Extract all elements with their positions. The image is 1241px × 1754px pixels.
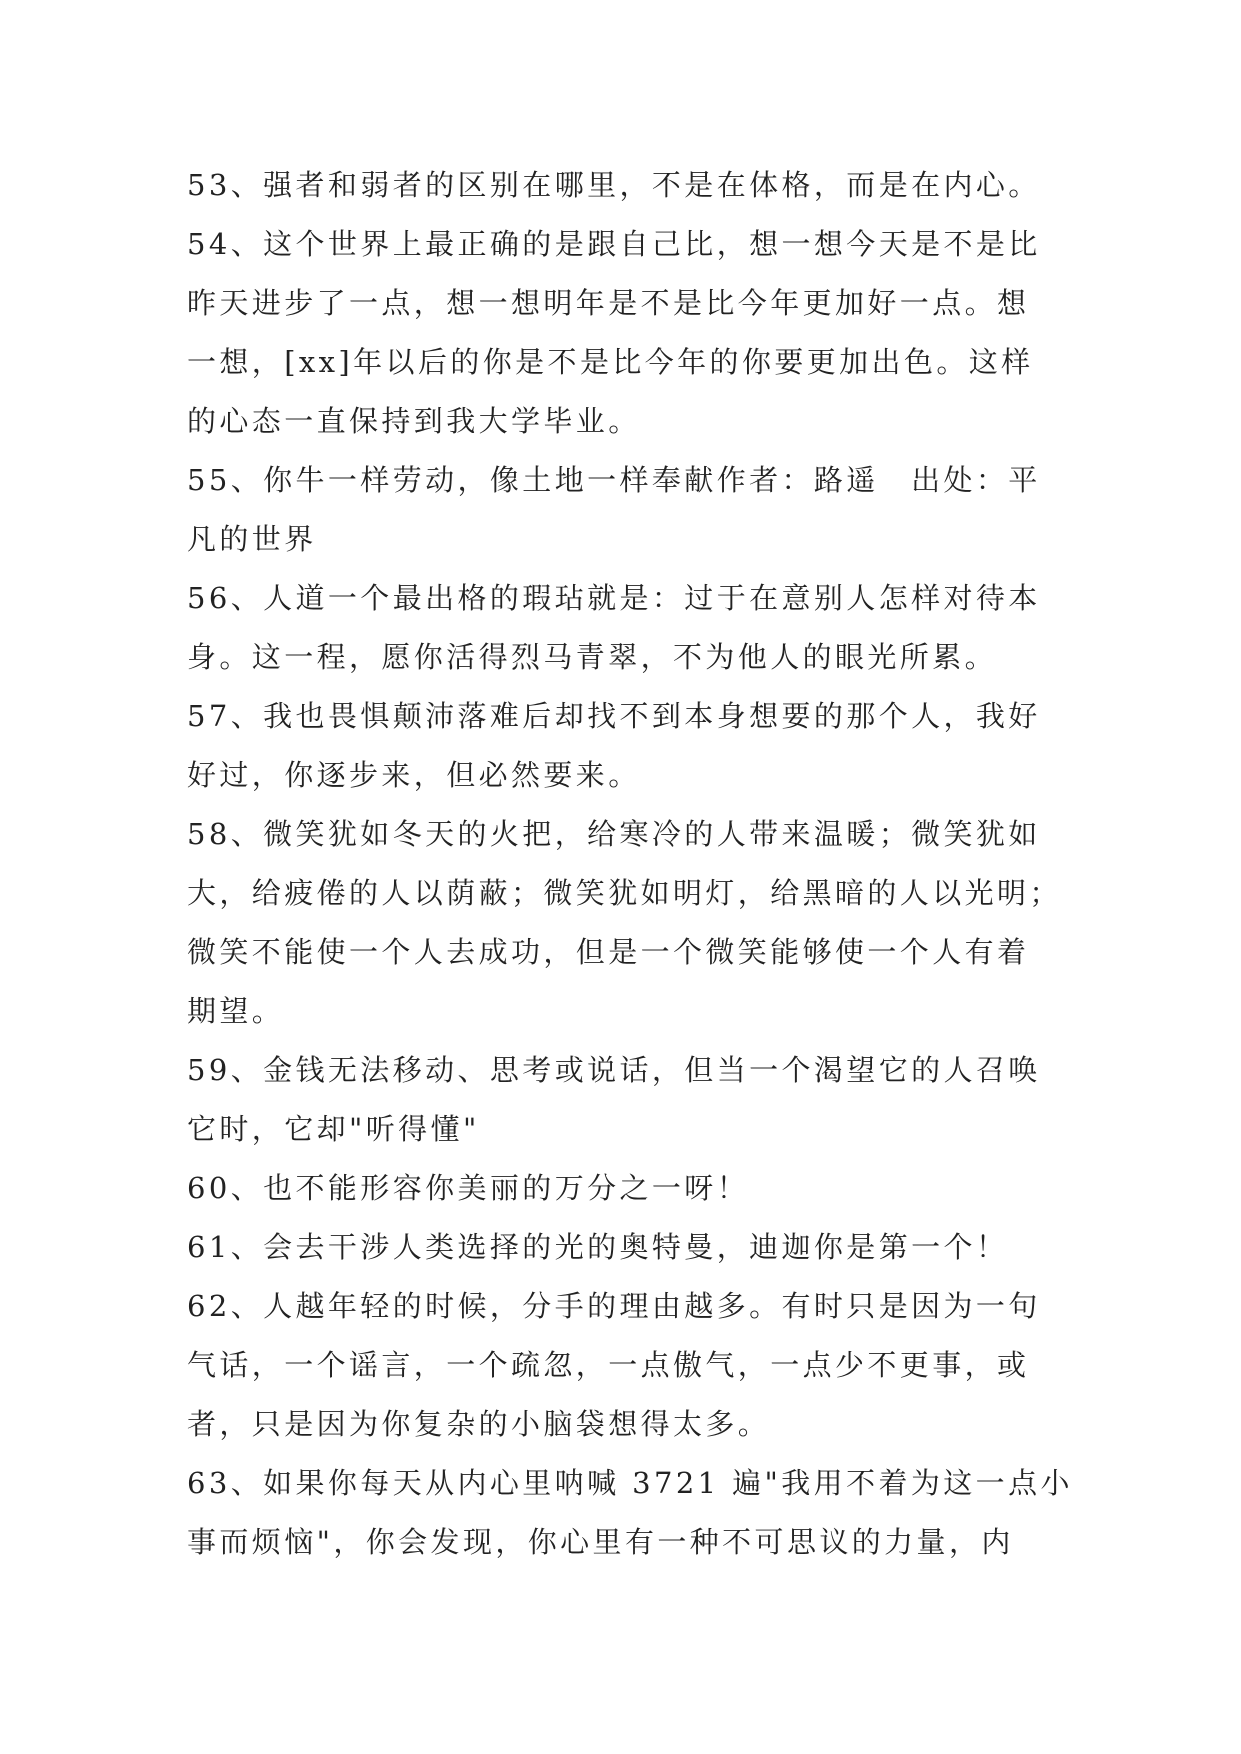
text-line: 54、这个世界上最正确的是跟自己比，想一想今天是不是比 — [187, 227, 1041, 261]
text-line: 微笑不能使一个人去成功，但是一个微笑能够使一个人有着 — [187, 935, 1030, 969]
text-line: 好过，你逐步来，但必然要来。 — [187, 758, 641, 792]
text-line: 57、我也畏惧颠沛落难后却找不到本身想要的那个人，我好 — [187, 699, 1041, 733]
text-line: 昨天进步了一点，想一想明年是不是比今年更加好一点。想 — [187, 286, 1030, 320]
text-line: 60、也不能形容你美丽的万分之一呀！ — [187, 1171, 750, 1205]
text-line: 61、会去干涉人类选择的光的奥特曼，迪迦你是第一个！ — [187, 1230, 1009, 1264]
text-line: 55、你牛一样劳动，像土地一样奉献作者：路遥 出处：平 — [187, 463, 1041, 497]
text-line: 53、强者和弱者的区别在哪里，不是在体格，而是在内心。 — [187, 168, 1041, 202]
text-line: 59、金钱无法移动、思考或说话，但当一个渴望它的人召唤 — [187, 1053, 1041, 1087]
text-line: 气话，一个谣言，一个疏忽，一点傲气，一点少不更事，或 — [187, 1348, 1030, 1382]
text-line: 58、微笑犹如冬天的火把，给寒冷的人带来温暖；微笑犹如 — [187, 817, 1041, 851]
text-line: 期望。 — [187, 994, 285, 1028]
text-line: 62、人越年轻的时候，分手的理由越多。有时只是因为一句 — [187, 1289, 1041, 1323]
text-line: 的心态一直保持到我大学毕业。 — [187, 404, 641, 438]
text-line: 大，给疲倦的人以荫蔽；微笑犹如明灯，给黑暗的人以光明； — [187, 876, 1062, 910]
text-line: 56、人道一个最出格的瑕玷就是：过于在意别人怎样对待本 — [187, 581, 1041, 615]
text-line: 凡的世界 — [187, 522, 317, 556]
text-line: 事而烦恼"，你会发现，你心里有一种不可思议的力量，内 — [187, 1525, 1014, 1559]
document-body — [187, 156, 1073, 1572]
text-line: 身。这一程，愿你活得烈马青翠，不为他人的眼光所累。 — [187, 640, 998, 674]
text-line: 一想，[xx]年以后的你是不是比今年的你要更加出色。这样 — [187, 345, 1034, 379]
text-line: 者，只是因为你复杂的小脑袋想得太多。 — [187, 1407, 771, 1441]
text-line: 它时，它却"听得懂" — [187, 1112, 480, 1146]
text-line: 63、如果你每天从内心里呐喊 3721 遍"我用不着为这一点小 — [187, 1466, 1073, 1500]
